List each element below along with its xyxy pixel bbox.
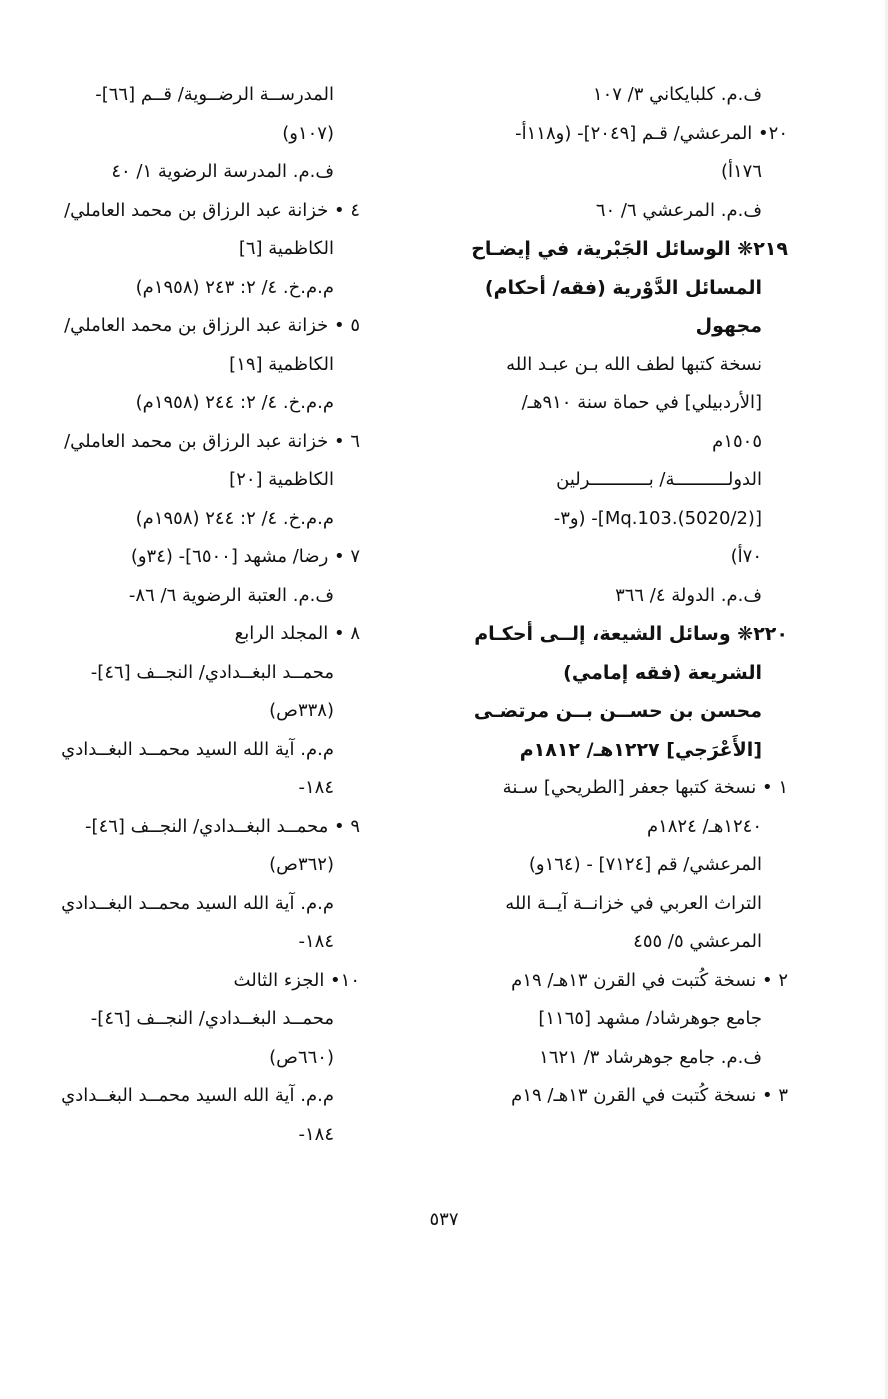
right-column-line: ١٧٦أ) — [720, 161, 762, 182]
right-column-line: التراث العربي في خزانــة آيــة الله — [505, 892, 762, 914]
left-column-line: م.م.خ. ٤/ ٢: ٢٤٤ (١٩٥٨م) — [135, 507, 334, 529]
right-column-line: جامع جوهرشاد/ مشهد [١١٦٥] — [538, 1008, 762, 1029]
right-column-line: محسن بن حســن بــن مرتضـى — [473, 700, 762, 722]
left-column-line: الكاظمية [٢٠] — [229, 469, 334, 490]
right-column-line: نسخة كتبها لطف الله بـن عبـد الله — [506, 353, 762, 375]
right-column-line: ٢٢٠❋ وسائل الشيعة، إلــى أحكـام — [474, 623, 788, 645]
right-column-line: الدولــــــــــة/ بـــــــــــرلين — [556, 469, 762, 490]
right-column — [443, 76, 788, 1116]
left-column-line: الكاظمية [١٩] — [229, 353, 334, 375]
left-column-line: ١٨٤- — [298, 777, 334, 798]
right-column-line: ١٢٤٠هـ/ ١٨٢٤م — [646, 815, 762, 837]
left-column-line: م.م. آية الله السيد محمــد البغــدادي — [61, 892, 334, 914]
left-column-line: ١٨٤- — [298, 1123, 334, 1145]
left-column-line: ٨ • المجلد الرابع — [234, 623, 360, 644]
left-column-line: ٦ • خزانة عبد الرزاق بن محمد العاملي/ — [64, 430, 360, 452]
right-column-line: المرعشي ٥/ ٤٥٥ — [633, 931, 762, 952]
left-column-line: ٥ • خزانة عبد الرزاق بن محمد العاملي/ — [64, 315, 360, 336]
left-column-line: (٦٦٠ص) — [269, 1046, 334, 1068]
right-column-line: ٣ • نسخة كُتبت في القرن ١٣هـ/ ١٩م — [511, 1085, 788, 1106]
left-column-line: ف.م. العتبة الرضوية ٦/ ٨٦- — [128, 584, 334, 606]
right-column-line: ف.م. كلبايكاني ٣/ ١٠٧ — [592, 84, 762, 105]
right-column-line: المرعشي/ قم [٧١٢٤] - (١٦٤و) — [528, 854, 762, 875]
right-column-line: مجهول — [695, 315, 762, 337]
left-column-line: ف.م. المدرسة الرضوية ١/ ٤٠ — [111, 161, 334, 182]
right-column-line: ١٥٠٥م — [712, 430, 762, 452]
right-column-line: ف.م. جامع جوهرشاد ٣/ ١٦٢١ — [539, 1046, 762, 1068]
left-column-line: ٧ • رضا/ مشهد [٦٥٠٠]- (٣٤و) — [130, 546, 360, 567]
left-column — [55, 76, 360, 1154]
right-column-line: ٢٠• المرعشي/ قـم [٢٠٤٩]- (و١١٨أ- — [515, 122, 788, 144]
right-column-line: ٢١٩❋ الوسائل الجَبْرية، في إيضـاح — [471, 238, 788, 260]
left-column-line: ٤ • خزانة عبد الرزاق بن محمد العاملي/ — [64, 199, 360, 221]
right-column-line: ٧٠أ) — [730, 546, 762, 567]
left-column-line: ١٠• الجزء الثالث — [233, 969, 360, 991]
right-column-line: الشريعة (فقه إمامي) — [563, 661, 762, 684]
left-column-line: (٣٣٨ص) — [269, 700, 334, 721]
left-column-line: محمــد البغــدادي/ النجــف [٤٦]- — [90, 661, 334, 683]
left-column-line: ١٨٤- — [298, 931, 334, 952]
right-column-line: ف.م. المرعشي ٦/ ٦٠ — [595, 199, 762, 221]
left-column-line: م.م.خ. ٤/ ٢: ٢٤٣ (١٩٥٨م) — [135, 276, 334, 298]
left-column-line: محمــد البغــدادي/ النجــف [٤٦]- — [90, 1008, 334, 1029]
right-column-line: ٢ • نسخة كُتبت في القرن ١٣هـ/ ١٩م — [511, 969, 788, 991]
right-column-line: [الأردبيلي] في حماة سنة ٩١٠هـ/ — [521, 392, 762, 413]
right-column-line: [Mq.103.(5020/2)]- (و٣- — [553, 507, 762, 529]
left-column-line: م.م. آية الله السيد محمــد البغــدادي — [61, 738, 334, 760]
page-number: ٥٣٧ — [429, 1209, 459, 1230]
right-column-line: ١ • نسخة كتبها جعفر [الطريحي] سـنة — [502, 777, 788, 798]
left-column-line: ٩ • محمــد البغــدادي/ النجــف [٤٦]- — [85, 815, 360, 837]
left-column-line: (١٠٧و) — [282, 122, 334, 144]
right-column-line: ف.م. الدولة ٤/ ٣٦٦ — [615, 584, 762, 606]
left-column-line: الكاظمية [٦] — [238, 238, 334, 259]
right-column-line: [الأَعْرَجي] ١٢٢٧هـ/ ١٨١٢م — [519, 738, 762, 761]
left-column-line: (٣٦٢ص) — [269, 854, 334, 875]
left-column-line: المدرســة الرضــوية/ قــم [٦٦]- — [95, 84, 334, 105]
left-column-line: م.م.خ. ٤/ ٢: ٢٤٤ (١٩٥٨م) — [135, 392, 334, 413]
right-column-line: المسائل الدَّوْرية (فقه/ أحكام) — [484, 276, 762, 299]
left-column-line: م.م. آية الله السيد محمــد البغــدادي — [61, 1085, 334, 1106]
